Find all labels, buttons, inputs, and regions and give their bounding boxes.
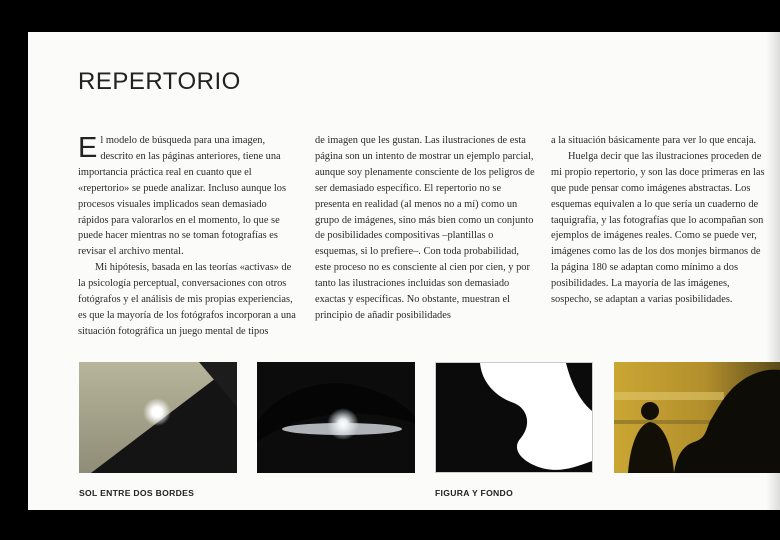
paragraph — [78, 133, 298, 260]
text-column-1 — [78, 133, 298, 340]
photo-arch-sun — [257, 362, 415, 473]
schematic-figure-ground — [435, 362, 593, 473]
paragraph: a la situación básicamente para ver lo que encaja. — [551, 135, 757, 146]
paragraph-text: l modelo de búsqueda para una imagen, descrito en las páginas anteriores, tiene una importancia práctica real en cuanto que el «repertorio» se puede analizar. Incluso aunque los procesos visuales implicados sean demasiado rápidos para valorarlos en el momento, lo que se puede hacer mientras no se toman fotografías es revisar el archivo mental. — [78, 135, 287, 258]
page-title: REPERTORIO — [78, 68, 241, 95]
drop-cap: E — [78, 132, 98, 164]
photo-monks-silhouette — [614, 362, 780, 473]
caption-sun-between-edges: SOL ENTRE DOS BORDES — [79, 488, 195, 498]
book-page — [28, 32, 780, 510]
paragraph: Huelga decir que las ilustraciones proceden de mi propio repertorio, y son las doce primeras en las que pude pensar como imágenes abstractas. Los esquemas equivalen a lo que sería un cuaderno de taquigrafía, y las fotografías que lo acompañan son ejemplos de imágenes reales. Como se puede ver, imágenes como las de los dos monjes birmanos de la página 180 se adaptan como mínimo a dos posibilidades. La mayoría de las imágenes, sospecho, se adaptan a varias posibilidades. — [551, 150, 765, 306]
paragraph: de imagen que les gustan. Las ilustraciones de esta página son un intento de mostrar un ejemplo parcial, aunque soy plenamente consciente de los peligros de ser demasiado específico. El repertorio no se presenta en realidad (al menos no a mí) como un grupo de imágenes, sino más bien como un conjunto de posibilidades compositivas –plantillas o esquemas, si lo prefiere–. Con toda probabilidad, este proceso no es consciente al cien por cien, y por tanto las ilustraciones incluidas son demasiado exactas y específicas. No obstante, muestran el principio de añadir posibilidades — [315, 135, 535, 321]
text-column-3 — [551, 133, 769, 308]
caption-figure-ground: FIGURA Y FONDO — [435, 488, 514, 498]
schematic-sun-between-edges — [79, 362, 237, 473]
paragraph: Mi hipótesis, basada en las teorías «activas» de la psicología perceptual, conversaciones con otros fotógrafos y el análisis de mis propias experiencias, es que la mayoría de los fotógrafos incorporan a una situación fotográfica un juego mental de tipos — [78, 262, 296, 337]
text-column-2 — [315, 133, 536, 324]
